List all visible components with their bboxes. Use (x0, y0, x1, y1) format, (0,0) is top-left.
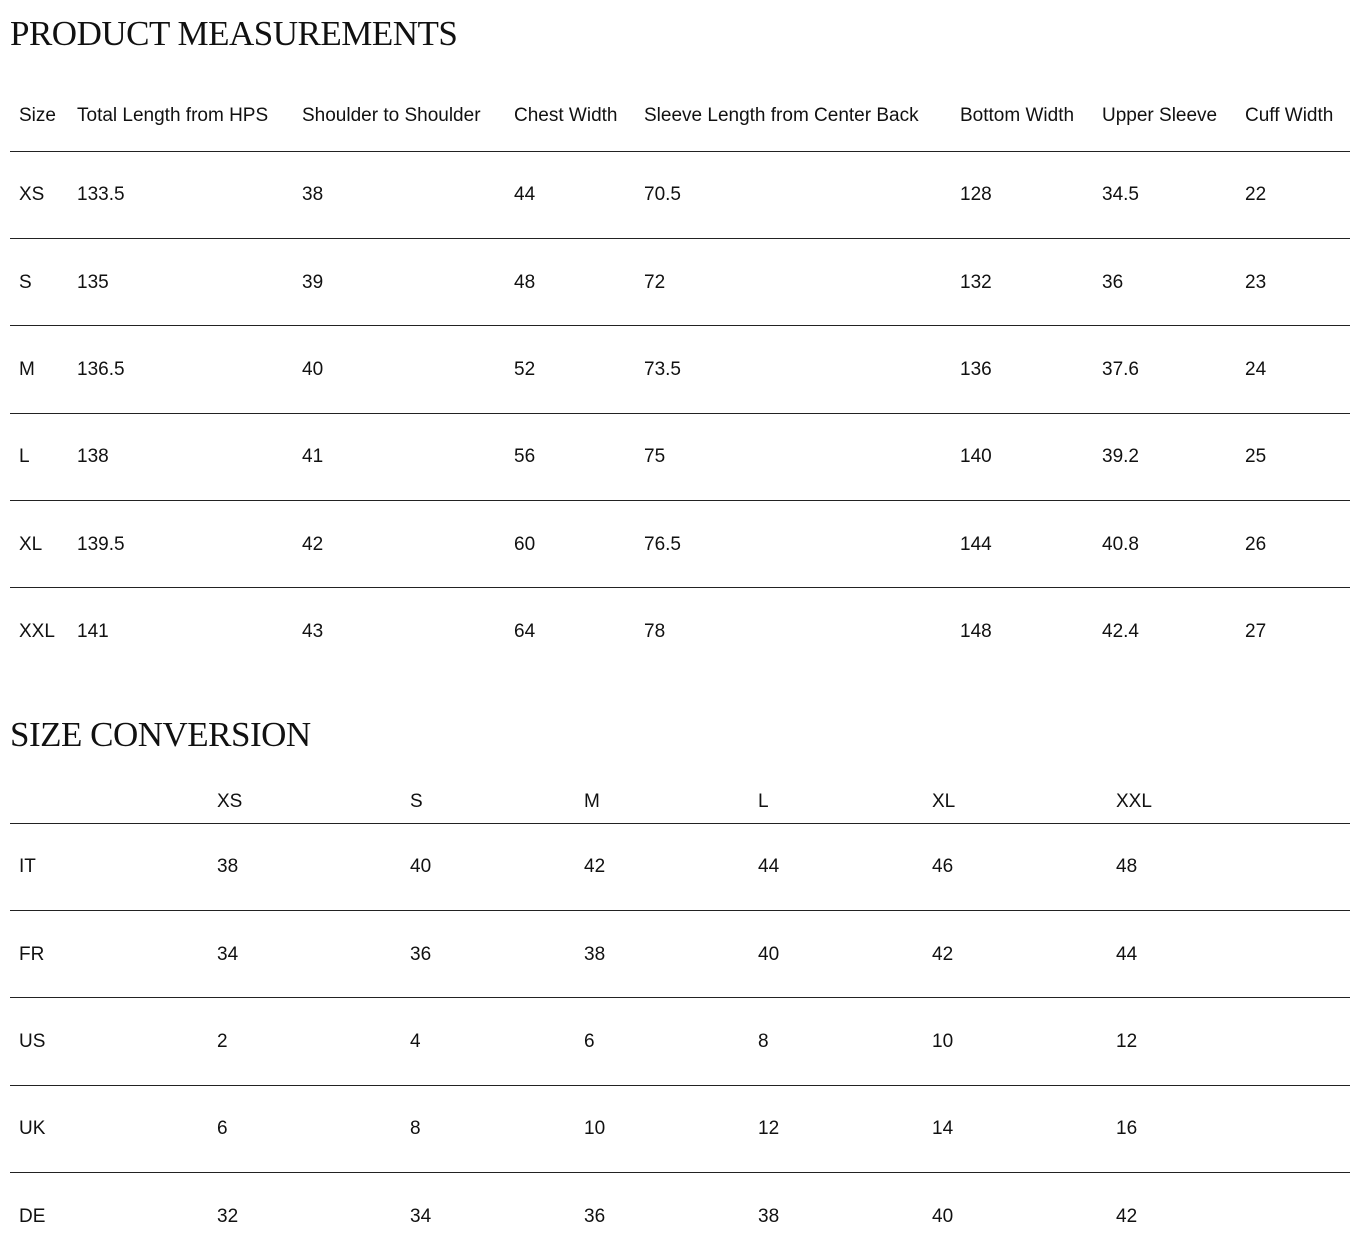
conversion-cell: 12 (749, 1085, 923, 1172)
measurements-body (10, 151, 1350, 675)
conversion-row (10, 1085, 1350, 1172)
conversion-cell: UK (10, 1085, 208, 1172)
measurements-cell: 39 (293, 238, 505, 325)
header-cuff-width: Cuff Width (1236, 80, 1350, 151)
conversion-cell: 2 (208, 998, 401, 1085)
header-xxl: XXL (1107, 780, 1350, 823)
measurements-cell: 38 (302, 184, 324, 206)
measurements-row (10, 413, 1350, 500)
conversion-cell: 6 (208, 1085, 401, 1172)
measurements-cell: XS (19, 184, 45, 206)
conversion-cell: 42 (923, 910, 1107, 997)
conversion-cell: 34 (208, 910, 401, 997)
measurements-cell: 39.2 (1093, 413, 1236, 500)
measurements-cell: 40 (293, 326, 505, 413)
conversion-cell: 8 (749, 998, 923, 1085)
conversion-cell: 38 (749, 1173, 923, 1260)
measurements-cell: 25 (1236, 413, 1350, 500)
header-m: M (575, 780, 749, 823)
conversion-cell: 44 (1107, 910, 1350, 997)
measurements-row (10, 238, 1350, 325)
conversion-cell: 48 (1116, 856, 1138, 878)
conversion-row (10, 998, 1350, 1085)
conversion-cell: 42 (584, 856, 606, 878)
measurements-cell: 27 (1236, 588, 1350, 675)
measurements-cell: 140 (951, 413, 1093, 500)
measurements-cell: 37.6 (1093, 326, 1236, 413)
measurements-cell: 24 (1236, 326, 1350, 413)
conversion-cell: 10 (575, 1085, 749, 1172)
measurements-row (10, 501, 1350, 588)
header-bottom-width: Bottom Width (951, 80, 1093, 151)
measurements-cell: XXL (10, 588, 68, 675)
conversion-cell: 40 (923, 1173, 1107, 1260)
measurements-cell: 139.5 (68, 501, 293, 588)
header-upper-sleeve: Upper Sleeve (1093, 80, 1236, 151)
conversion-row (10, 823, 1350, 910)
conversion-cell: 36 (401, 910, 575, 997)
conversion-header-row (10, 780, 1350, 823)
conversion-cell: 32 (208, 1173, 401, 1260)
header-size: Size (10, 80, 68, 151)
measurements-cell: 52 (505, 326, 635, 413)
conversion-cell: 4 (401, 998, 575, 1085)
size-conversion-title: SIZE CONVERSION (10, 715, 311, 754)
conversion-cell: 10 (923, 998, 1107, 1085)
measurements-cell: 40.8 (1093, 501, 1236, 588)
header-sleeve-length: Sleeve Length from Center Back (635, 80, 951, 151)
conversion-row (10, 1173, 1350, 1260)
measurements-cell: 70.5 (644, 184, 681, 206)
conversion-cell: 40 (749, 910, 923, 997)
measurements-cell: 136.5 (68, 326, 293, 413)
conversion-cell: 40 (410, 856, 432, 878)
product-measurements-title: PRODUCT MEASUREMENTS (10, 14, 458, 53)
header-shoulder: Shoulder to Shoulder (293, 80, 505, 151)
header-s: S (401, 780, 575, 823)
measurements-cell: 34.5 (1102, 184, 1139, 206)
measurements-cell: 128 (960, 184, 992, 206)
measurements-row (10, 588, 1350, 675)
measurements-cell: 64 (505, 588, 635, 675)
conversion-cell: 12 (1107, 998, 1350, 1085)
measurements-cell: L (10, 413, 68, 500)
measurements-cell: S (10, 238, 68, 325)
measurements-cell: M (10, 326, 68, 413)
conversion-cell: DE (10, 1173, 208, 1260)
conversion-body (10, 823, 1350, 1260)
measurements-cell: 60 (505, 501, 635, 588)
measurements-cell: 26 (1236, 501, 1350, 588)
conversion-cell: 16 (1107, 1085, 1350, 1172)
measurements-cell: 76.5 (635, 501, 951, 588)
measurements-cell: 138 (68, 413, 293, 500)
conversion-cell: 14 (923, 1085, 1107, 1172)
conversion-cell: 34 (401, 1173, 575, 1260)
measurements-header-row (10, 80, 1350, 151)
measurements-cell: 72 (635, 238, 951, 325)
measurements-cell: 132 (951, 238, 1093, 325)
measurements-cell: 75 (635, 413, 951, 500)
header-xl: XL (923, 780, 1107, 823)
measurements-cell: XL (10, 501, 68, 588)
measurements-cell: 42.4 (1093, 588, 1236, 675)
size-conversion-table (10, 780, 1350, 1260)
header-xs: XS (208, 780, 401, 823)
measurements-cell: 48 (505, 238, 635, 325)
header-total-length: Total Length from HPS (68, 80, 293, 151)
measurements-cell: 141 (68, 588, 293, 675)
measurements-cell: 43 (293, 588, 505, 675)
header-region (10, 780, 208, 823)
measurements-cell: 42 (293, 501, 505, 588)
measurements-cell: 36 (1093, 238, 1236, 325)
conversion-cell: 8 (401, 1085, 575, 1172)
conversion-cell: 36 (575, 1173, 749, 1260)
header-l: L (749, 780, 923, 823)
conversion-cell: 46 (932, 856, 954, 878)
conversion-cell: 44 (758, 856, 780, 878)
conversion-row (10, 910, 1350, 997)
measurements-cell: 148 (951, 588, 1093, 675)
conversion-cell: US (10, 998, 208, 1085)
conversion-cell: 6 (575, 998, 749, 1085)
conversion-cell: 38 (217, 856, 239, 878)
measurements-cell: 136 (951, 326, 1093, 413)
measurements-cell: 23 (1236, 238, 1350, 325)
conversion-cell: 42 (1107, 1173, 1350, 1260)
conversion-cell: IT (19, 856, 36, 878)
conversion-cell: 38 (575, 910, 749, 997)
measurements-row (10, 326, 1350, 413)
measurements-cell: 73.5 (635, 326, 951, 413)
measurements-cell: 44 (514, 184, 536, 206)
measurements-row (10, 151, 1350, 238)
measurements-cell: 41 (293, 413, 505, 500)
measurements-cell: 135 (68, 238, 293, 325)
conversion-cell: FR (10, 910, 208, 997)
product-measurements-table (10, 80, 1350, 675)
header-chest-width: Chest Width (505, 80, 635, 151)
measurements-cell: 22 (1245, 184, 1267, 206)
measurements-cell: 144 (951, 501, 1093, 588)
measurements-cell: 56 (505, 413, 635, 500)
measurements-cell: 78 (635, 588, 951, 675)
measurements-cell: 133.5 (77, 184, 125, 206)
